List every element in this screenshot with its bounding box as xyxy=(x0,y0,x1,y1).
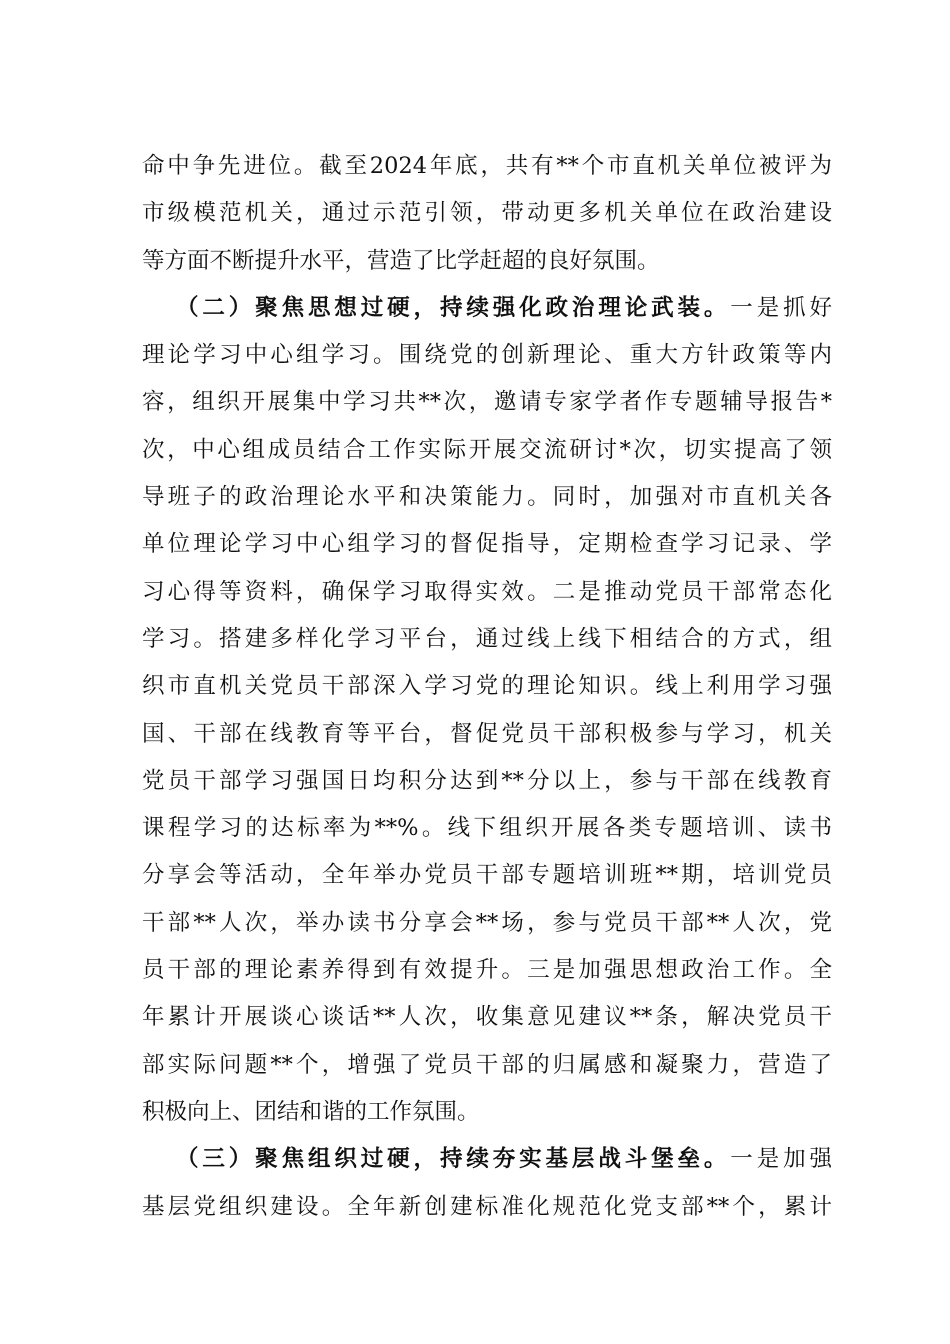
section-heading: （三）聚焦组织过硬，持续夯实基层战斗堡垒。 xyxy=(176,1146,731,1173)
text-line: 年累计开展谈心谈话**人次，收集意见建议**条，解决党员干 xyxy=(142,1004,832,1031)
text-run: 一是加强 xyxy=(730,1146,832,1173)
text-line: 次，中心组成员结合工作实际开展交流研讨*次，切实提高了领 xyxy=(142,436,832,463)
text-line: 干部**人次，举办读书分享会**场，参与党员干部**人次，党 xyxy=(142,909,832,936)
text-line: 课程学习的达标率为**%。线下组织开展各类专题培训、读书 xyxy=(142,815,832,842)
document-body xyxy=(142,143,832,1231)
paragraph-2 xyxy=(142,285,832,1136)
section-heading: （二）聚焦思想过硬，持续强化政治理论武装。 xyxy=(176,294,731,321)
text-line: 等方面不断提升水平，营造了比学赶超的良好氛围。 xyxy=(142,247,660,274)
text-line: 国、干部在线教育等平台，督促党员干部积极参与学习，机关 xyxy=(142,720,832,747)
text-line: 容，组织开展集中学习共**次，邀请专家学者作专题辅导报告* xyxy=(142,389,832,416)
paragraph-3 xyxy=(142,1136,832,1231)
text-line: 分享会等活动，全年举办党员干部专题培训班**期，培训党员 xyxy=(142,862,832,889)
text-line: 导班子的政治理论水平和决策能力。同时，加强对市直机关各 xyxy=(142,484,832,511)
text-line: 学习。搭建多样化学习平台，通过线上线下相结合的方式，组 xyxy=(142,625,832,652)
text-line xyxy=(142,285,832,332)
paragraph-1 xyxy=(142,143,832,285)
text-line: 织市直机关党员干部深入学习党的理论知识。线上利用学习强 xyxy=(142,673,832,700)
text-line: 单位理论学习中心组学习的督促指导，定期检查学习记录、学 xyxy=(142,531,832,558)
text-run: 一是抓好 xyxy=(730,294,832,321)
text-line: 积极向上、团结和谐的工作氛围。 xyxy=(142,1098,480,1125)
text-line: 党员干部学习强国日均积分达到**分以上，参与干部在线教育 xyxy=(142,767,832,794)
text-line xyxy=(142,1136,832,1183)
text-line: 命中争先进位。截至2024年底，共有**个市直机关单位被评为 xyxy=(142,153,832,179)
text-line: 部实际问题**个，增强了党员干部的归属感和凝聚力，营造了 xyxy=(142,1051,832,1078)
text-line: 基层党组织建设。全年新创建标准化规范化党支部**个，累计 xyxy=(142,1193,832,1220)
text-line: 习心得等资料，确保学习取得实效。二是推动党员干部常态化 xyxy=(142,578,832,605)
text-line: 市级模范机关，通过示范引领，带动更多机关单位在政治建设 xyxy=(142,200,832,227)
text-line: 理论学习中心组学习。围绕党的创新理论、重大方针政策等内 xyxy=(142,342,832,369)
text-line: 员干部的理论素养得到有效提升。三是加强思想政治工作。全 xyxy=(142,957,832,984)
